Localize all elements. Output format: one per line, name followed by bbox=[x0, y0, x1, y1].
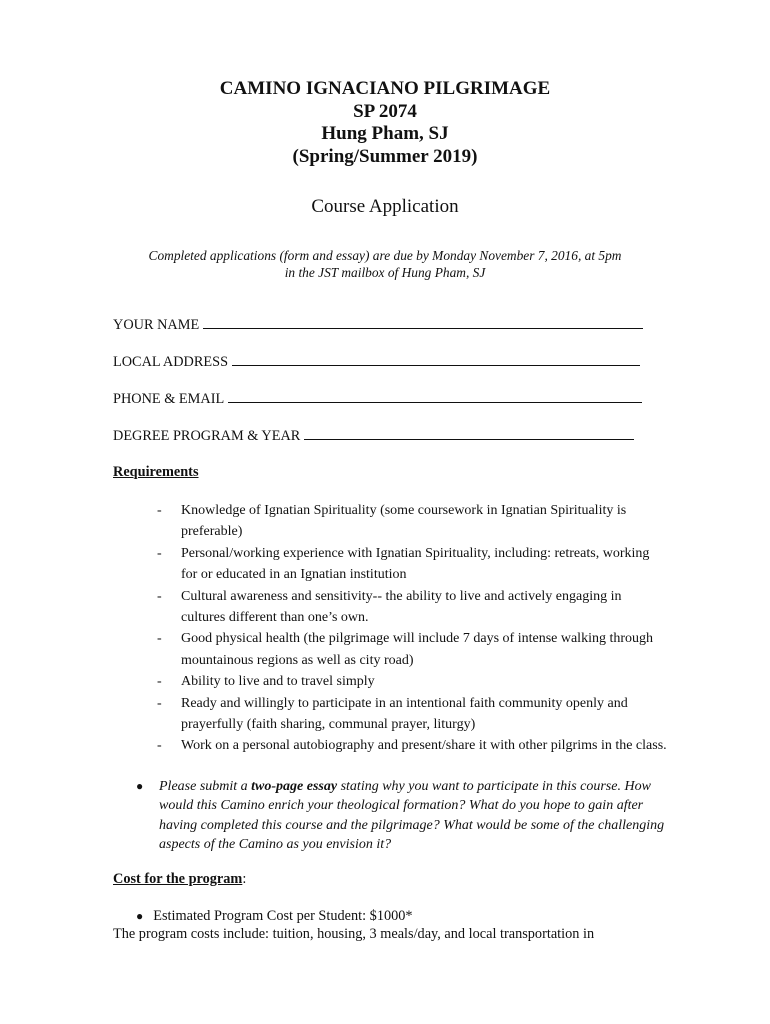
phone-email-field-line[interactable] bbox=[228, 390, 642, 403]
requirement-item: - Ability to live and to travel simply bbox=[157, 671, 667, 692]
address-field-line[interactable] bbox=[232, 353, 640, 366]
course-term: (Spring/Summer 2019) bbox=[292, 145, 478, 167]
requirement-item: - Ready and willingly to participate in an intentional faith community openly and prayerfully (faith sharing, communal prayer, liturgy) bbox=[157, 693, 667, 736]
requirement-item: - Personal/working experience with Ignatian Spirituality, including: retreats, working for or educated in an Ignatian institution bbox=[157, 543, 667, 586]
requirement-item: - Work on a personal autobiography and present/share it with other pilgrims in the class. bbox=[157, 735, 667, 756]
bullet-icon: ● bbox=[136, 909, 144, 923]
due-note bbox=[0, 247, 770, 281]
phone-email-field-label: PHONE & EMAIL bbox=[113, 391, 225, 407]
phone-email-field bbox=[113, 390, 642, 408]
bullet-icon: ● bbox=[136, 779, 144, 793]
address-field-label: LOCAL ADDRESS bbox=[113, 354, 229, 370]
essay-instruction-text bbox=[159, 777, 666, 855]
requirement-item: - Cultural awareness and sensitivity-- the ability to live and actively engaging in cultures different than one’s own. bbox=[157, 586, 667, 629]
cost-heading-text: Cost for the program bbox=[113, 871, 243, 887]
cost-heading bbox=[113, 871, 246, 888]
name-field bbox=[113, 316, 643, 334]
instructor-name: Hung Pham, SJ bbox=[321, 123, 449, 144]
title-block bbox=[0, 78, 770, 168]
due-note-line-2: in the JST mailbox of Hung Pham, SJ bbox=[284, 265, 486, 280]
cost-item-text: Estimated Program Cost per Student: $1000* bbox=[153, 908, 413, 924]
cost-item bbox=[136, 908, 413, 925]
cost-heading-colon: : bbox=[242, 871, 247, 887]
document-title: CAMINO IGNACIANO PILGRIMAGE bbox=[219, 78, 551, 99]
name-field-label: YOUR NAME bbox=[113, 317, 200, 333]
essay-length: two-page essay bbox=[251, 779, 338, 794]
degree-field-label: DEGREE PROGRAM & YEAR bbox=[113, 428, 301, 444]
essay-prefix: Please submit a bbox=[159, 779, 252, 794]
document-subtitle: Course Application bbox=[311, 196, 459, 217]
requirements-heading: Requirements bbox=[113, 464, 199, 480]
address-field bbox=[113, 353, 640, 371]
course-code: SP 2074 bbox=[353, 100, 417, 122]
degree-field bbox=[113, 427, 634, 445]
essay-instruction bbox=[136, 777, 666, 855]
requirement-item: - Good physical health (the pilgrimage will include 7 days of intense walking through mountainous regions as well as city road) bbox=[157, 628, 667, 671]
name-field-line[interactable] bbox=[203, 316, 643, 329]
requirements-list bbox=[157, 500, 667, 757]
degree-field-line[interactable] bbox=[304, 427, 634, 440]
requirement-item: - Knowledge of Ignatian Spirituality (some coursework in Ignatian Spirituality is preferable) bbox=[157, 500, 667, 543]
essay-rest: stating why you want to participate in this course. How would this Camino enrich your theological formation? What do you hope to gain after having completed this course and the pilgrimage? What would be some of the challenging aspects of the Camino as you envision it? bbox=[159, 779, 665, 853]
cost-note: The program costs include: tuition, housing, 3 meals/day, and local transportation in bbox=[113, 926, 595, 942]
due-note-line-1: Completed applications (form and essay) are due by Monday November 7, 2016, at 5pm bbox=[148, 248, 622, 263]
